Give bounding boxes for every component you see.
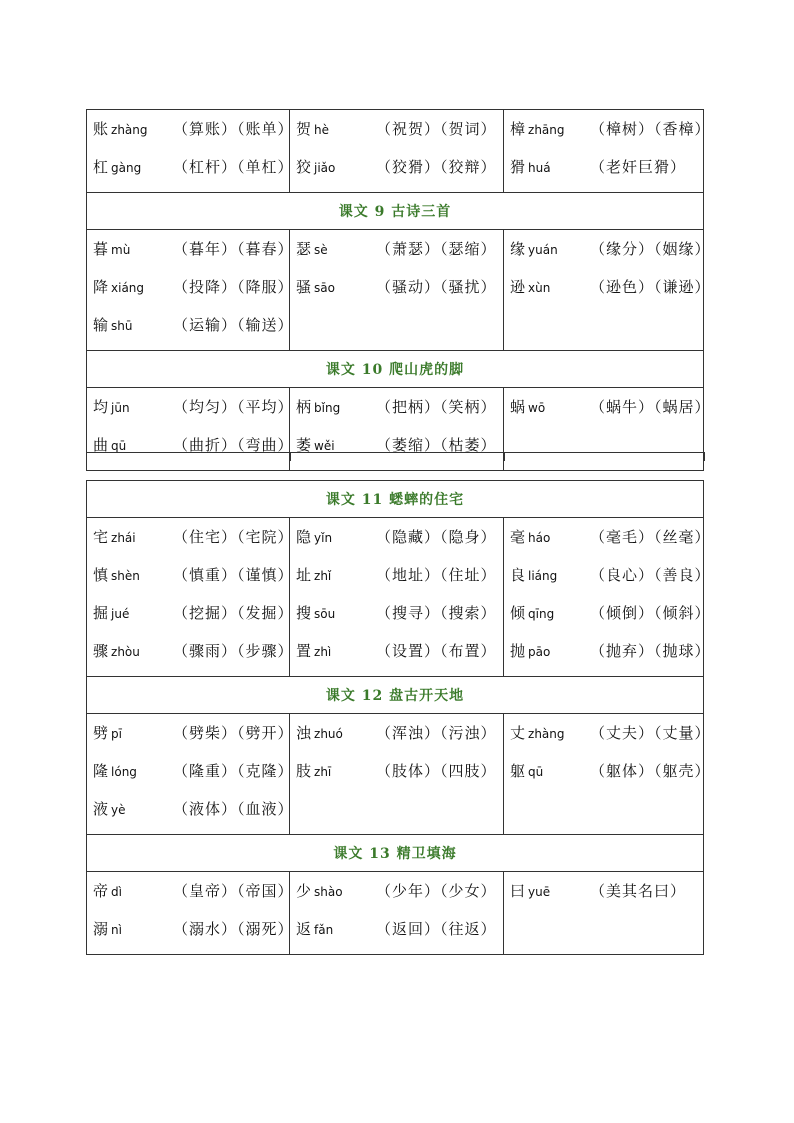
word-group: （浑浊）（污浊） <box>376 724 497 742</box>
list-item <box>296 268 503 306</box>
list-item <box>296 110 503 148</box>
hanzi: 均 <box>93 398 109 416</box>
hanzi: 瑟 <box>296 240 312 258</box>
list-item <box>296 752 503 790</box>
pinyin: háo <box>528 531 551 545</box>
word-group: （杠杆）（单杠） <box>173 158 294 176</box>
pinyin: yuē <box>528 885 551 899</box>
word-group: （隆重）（克隆） <box>173 762 294 780</box>
pinyin: shū <box>111 319 133 333</box>
pinyin: xùn <box>528 281 551 295</box>
hanzi: 骚 <box>296 278 312 296</box>
table-row <box>87 518 704 677</box>
pinyin: jué <box>111 607 130 621</box>
list-item <box>296 148 503 186</box>
list-item <box>510 872 703 910</box>
lesson-title: 课文 13 精卫填海 <box>87 835 704 872</box>
word-group: （祝贺）（贺词） <box>376 120 497 138</box>
vocab-cell <box>290 110 504 193</box>
list-item <box>510 148 703 186</box>
hanzi: 账 <box>93 120 109 138</box>
pinyin: wō <box>528 401 546 415</box>
pinyin: hè <box>314 123 330 137</box>
word-group: （搜寻）（搜索） <box>376 604 497 622</box>
list-item <box>93 306 294 344</box>
hanzi: 浊 <box>296 724 312 742</box>
list-item <box>93 230 294 268</box>
vocab-cell <box>87 230 294 351</box>
list-item <box>296 230 503 268</box>
list-item <box>510 230 711 268</box>
hanzi: 输 <box>93 316 109 334</box>
hanzi: 液 <box>93 800 109 818</box>
word-group: （运输）（输送） <box>173 316 294 334</box>
lesson-header-row <box>87 677 704 714</box>
vocab-cell <box>504 230 711 351</box>
pinyin: qīng <box>528 607 555 621</box>
vocab-cell <box>290 714 504 835</box>
pinyin: zhái <box>111 531 136 545</box>
table-row <box>87 230 704 351</box>
pinyin: fǎn <box>314 923 334 937</box>
hanzi: 抛 <box>510 642 526 660</box>
pinyin: pāo <box>528 645 551 659</box>
lesson-header-row <box>87 193 704 230</box>
hanzi: 暮 <box>93 240 109 258</box>
hanzi: 置 <box>296 642 312 660</box>
pinyin: shèn <box>111 569 140 583</box>
word-group: （算账）（账单） <box>173 120 294 138</box>
list-item <box>93 518 294 556</box>
word-group: （液体）（血液） <box>173 800 294 818</box>
pinyin: bǐng <box>314 401 341 415</box>
word-group: （住宅）（宅院） <box>173 528 294 546</box>
word-group: （暮年）（暮春） <box>173 240 294 258</box>
word-group: （隐藏）（隐身） <box>376 528 497 546</box>
hanzi: 址 <box>296 566 312 584</box>
pinyin: zhuó <box>314 727 343 741</box>
pinyin: qū <box>528 765 544 779</box>
pinyin: jiǎo <box>314 161 336 175</box>
pinyin: jūn <box>111 401 130 415</box>
list-item <box>93 594 294 632</box>
word-group: （倾倒）（倾斜） <box>590 604 711 622</box>
word-group: （樟树）（香樟） <box>590 120 711 138</box>
list-item <box>510 714 711 752</box>
list-item <box>510 110 711 148</box>
hanzi: 返 <box>296 920 312 938</box>
hanzi: 曰 <box>510 882 526 900</box>
pinyin: yǐn <box>314 531 333 545</box>
hanzi: 樟 <box>510 120 526 138</box>
pinyin: zhī <box>314 765 332 779</box>
lesson-header-row <box>87 835 704 872</box>
list-item <box>93 556 294 594</box>
word-group: （逊色）（谦逊） <box>590 278 711 296</box>
hanzi: 逊 <box>510 278 526 296</box>
pinyin: zhàng <box>111 123 148 137</box>
word-group: （少年）（少女） <box>376 882 497 900</box>
pinyin: yuán <box>528 243 558 257</box>
list-item <box>93 752 294 790</box>
vocab-cell <box>504 714 711 835</box>
list-item <box>93 790 294 828</box>
lesson-title: 课文 11 蟋蟀的住宅 <box>87 481 704 518</box>
table-body <box>87 110 711 471</box>
pinyin: dì <box>111 885 122 899</box>
list-item <box>296 910 503 948</box>
list-item <box>296 714 503 752</box>
list-item <box>296 632 503 670</box>
word-group: （均匀）（平均） <box>173 398 294 416</box>
word-group: （溺水）（溺死） <box>173 920 294 938</box>
list-item <box>93 268 294 306</box>
hanzi: 狡 <box>296 158 312 176</box>
list-item <box>93 148 294 186</box>
pinyin: yè <box>111 803 126 817</box>
pinyin: zhǐ <box>314 569 332 583</box>
table-row <box>87 714 704 835</box>
list-item <box>510 518 711 556</box>
hanzi: 缘 <box>510 240 526 258</box>
word-group: （挖掘）（发掘） <box>173 604 294 622</box>
word-group: （慎重）（谨慎） <box>173 566 294 584</box>
list-item <box>510 556 711 594</box>
vocab-table-bottom <box>86 480 711 955</box>
hanzi: 倾 <box>510 604 526 622</box>
vocab-cell <box>504 872 704 955</box>
pinyin: sāo <box>314 281 335 295</box>
hanzi: 降 <box>93 278 109 296</box>
hanzi: 丈 <box>510 724 526 742</box>
list-item <box>510 632 711 670</box>
pinyin: gàng <box>111 161 142 175</box>
word-group: （丈夫）（丈量） <box>590 724 711 742</box>
pinyin: mù <box>111 243 131 257</box>
pinyin: pī <box>111 727 122 741</box>
pinyin: sè <box>314 243 328 257</box>
pinyin: shào <box>314 885 343 899</box>
hanzi: 慎 <box>93 566 109 584</box>
hanzi: 溺 <box>93 920 109 938</box>
word-group: （劈柴）（劈开） <box>173 724 294 742</box>
hanzi: 毫 <box>510 528 526 546</box>
table-row <box>87 110 704 193</box>
list-item <box>510 268 711 306</box>
hanzi: 隆 <box>93 762 109 780</box>
list-item <box>296 872 503 910</box>
word-group: （良心）（善良） <box>590 566 711 584</box>
vocab-cell <box>87 872 294 955</box>
list-item <box>93 910 294 948</box>
pinyin: qū <box>111 439 127 453</box>
word-group: （骚动）（骚扰） <box>376 278 497 296</box>
word-group: （皇帝）（帝国） <box>173 882 294 900</box>
table-body <box>87 481 711 955</box>
hanzi: 劈 <box>93 724 109 742</box>
hanzi: 柄 <box>296 398 312 416</box>
word-group: （缘分）（姻缘） <box>590 240 711 258</box>
hanzi: 曲 <box>93 436 109 454</box>
pinyin: sōu <box>314 607 336 621</box>
lesson-header-row <box>87 481 704 518</box>
vocab-cell <box>87 714 294 835</box>
word-group: （把柄）（笑柄） <box>376 398 497 416</box>
hanzi: 杠 <box>93 158 109 176</box>
vocab-cell <box>87 518 294 677</box>
pinyin: zhòu <box>111 645 140 659</box>
lesson-title: 课文 10 爬山虎的脚 <box>87 351 704 388</box>
word-group: （曲折）（弯曲） <box>173 436 294 454</box>
pinyin: xiáng <box>111 281 145 295</box>
vocab-table-top <box>86 109 711 471</box>
hanzi: 搜 <box>296 604 312 622</box>
list-item <box>510 388 711 426</box>
pinyin: liáng <box>528 569 558 583</box>
hanzi: 良 <box>510 566 526 584</box>
list-item <box>93 110 294 148</box>
hanzi: 隐 <box>296 528 312 546</box>
hanzi: 帝 <box>93 882 109 900</box>
list-item <box>296 518 503 556</box>
hanzi: 躯 <box>510 762 526 780</box>
list-item <box>510 594 711 632</box>
list-item <box>93 388 294 426</box>
word-group: （老奸巨猾） <box>590 158 687 176</box>
word-group: （肢体）（四肢） <box>376 762 497 780</box>
word-group: （骤雨）（步骤） <box>173 642 294 660</box>
hanzi: 少 <box>296 882 312 900</box>
hanzi: 肢 <box>296 762 312 780</box>
hanzi: 掘 <box>93 604 109 622</box>
pinyin: wěi <box>314 439 335 453</box>
list-item <box>296 594 503 632</box>
pinyin: zhàng <box>528 727 565 741</box>
list-item <box>296 556 503 594</box>
word-group: （设置）（布置） <box>376 642 497 660</box>
list-item <box>296 388 503 426</box>
lesson-title: 课文 9 古诗三首 <box>87 193 704 230</box>
word-group: （投降）（降服） <box>173 278 294 296</box>
vocab-cell <box>504 518 711 677</box>
list-item <box>93 714 294 752</box>
pinyin: lóng <box>111 765 137 779</box>
vocab-cell <box>504 110 711 193</box>
list-item <box>510 752 711 790</box>
word-group: （美其名曰） <box>590 882 687 900</box>
pinyin: zhì <box>314 645 332 659</box>
hanzi: 骤 <box>93 642 109 660</box>
hanzi: 宅 <box>93 528 109 546</box>
page-break-gap <box>86 452 705 461</box>
word-group: （蜗牛）（蜗居） <box>590 398 711 416</box>
vocab-cell <box>290 518 504 677</box>
word-group: （地址）（住址） <box>376 566 497 584</box>
table-row <box>87 872 704 955</box>
vocab-cell <box>290 872 504 955</box>
word-group: （萎缩）（枯萎） <box>376 436 497 454</box>
hanzi: 萎 <box>296 436 312 454</box>
vocab-cell <box>290 230 504 351</box>
hanzi: 蜗 <box>510 398 526 416</box>
word-group: （躯体）（躯壳） <box>590 762 711 780</box>
pinyin: nì <box>111 923 122 937</box>
hanzi: 猾 <box>510 158 526 176</box>
word-group: （狡猾）（狡辩） <box>376 158 497 176</box>
word-group: （抛弃）（抛球） <box>590 642 711 660</box>
word-group: （毫毛）（丝毫） <box>590 528 711 546</box>
lesson-header-row <box>87 351 704 388</box>
list-item <box>93 872 294 910</box>
hanzi: 贺 <box>296 120 312 138</box>
pinyin: zhāng <box>528 123 565 137</box>
word-group: （萧瑟）（瑟缩） <box>376 240 497 258</box>
vocab-cell <box>87 110 294 193</box>
pinyin: huá <box>528 161 551 175</box>
list-item <box>93 632 294 670</box>
word-group: （返回）（往返） <box>376 920 497 938</box>
lesson-title: 课文 12 盘古开天地 <box>87 677 704 714</box>
